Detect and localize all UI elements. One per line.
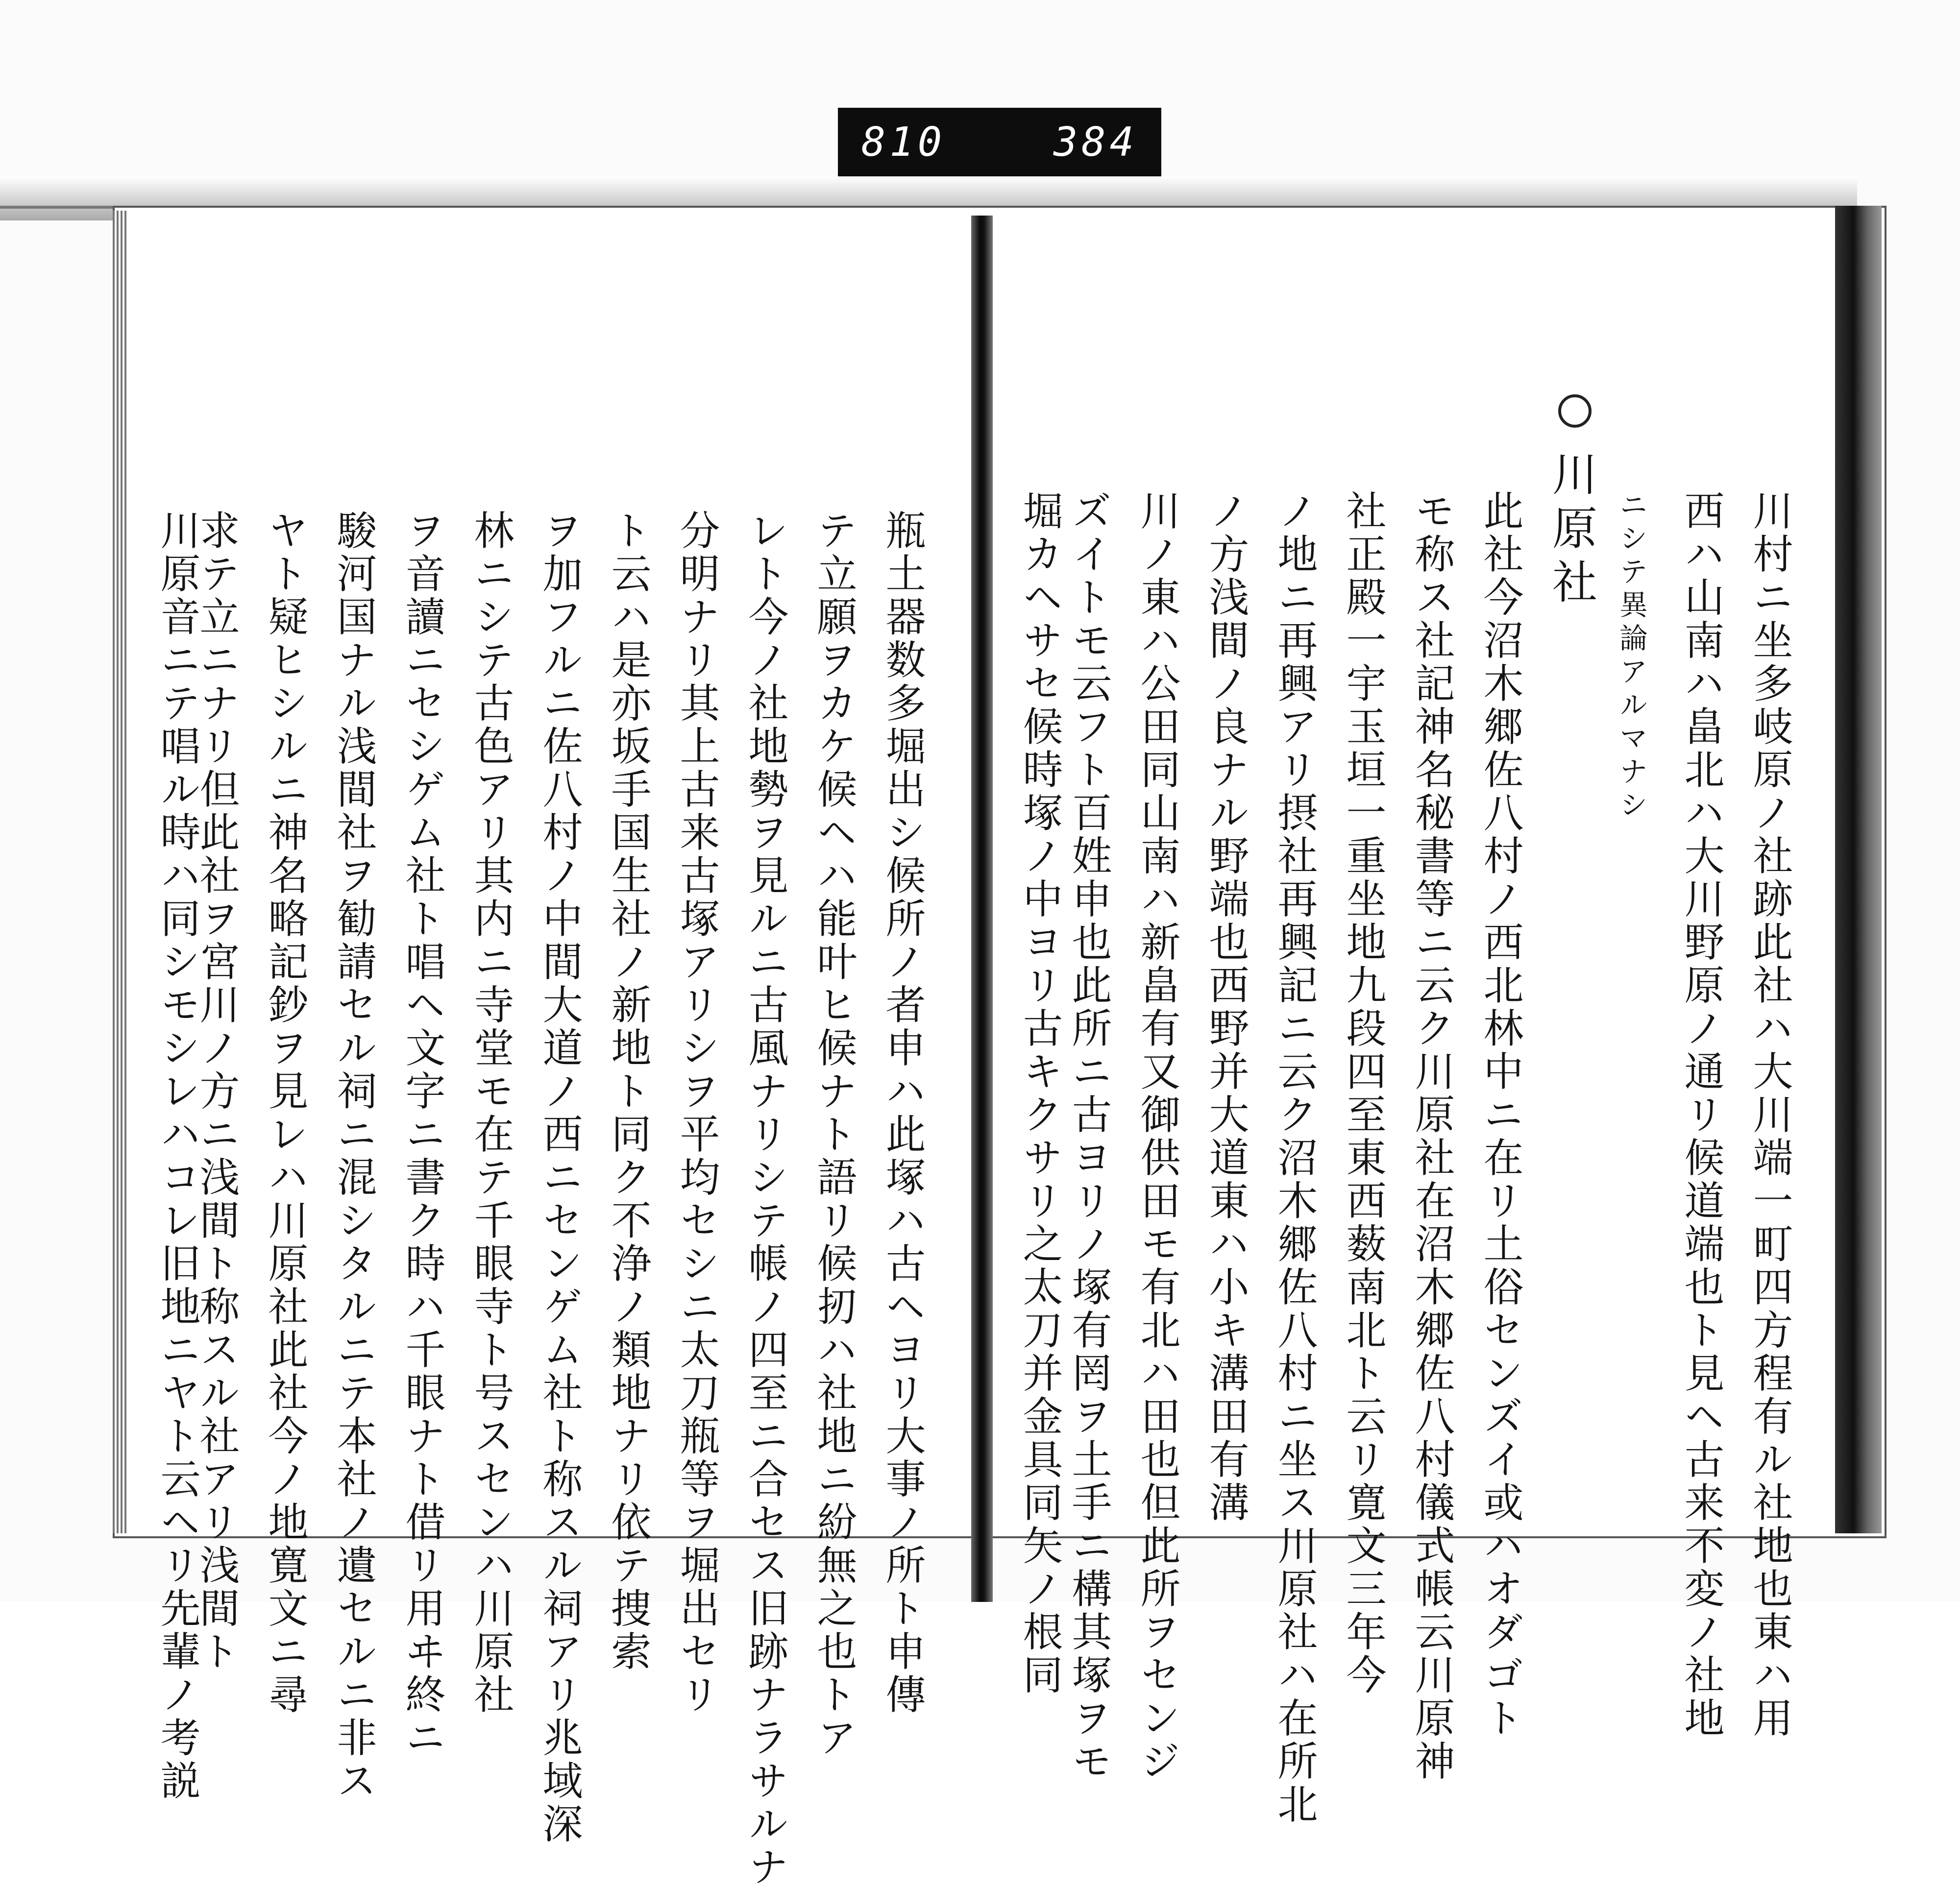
left-page-column-3: レト今ノ社地勢ヲ見ルニ古風ナリシテ帳ノ四至ニ合セス旧跡ナラサルナ [742, 509, 788, 1889]
right-page-column-5: 此社今沼木郷佐八村ノ西北林中ニ在リ土俗センズイ或ハオダゴト [1477, 490, 1523, 1740]
call-number-left: 810 [861, 119, 946, 166]
left-page-column-6: ヲ加フルニ佐八村ノ中間大道ノ西ニセンゲム社ト称スル祠アリ兆域深 [536, 509, 583, 1846]
left-page-column-7: 林ニシテ古色アリ其内ニ寺堂モ在テ千眼寺ト号スセンハ川原社 [467, 509, 514, 1717]
left-page-column-8: ヲ音讀ニセシゲム社ト唱ヘ文字ニ書ク時ハ千眼ナト借リ用ヰ終ニ [399, 509, 445, 1760]
left-page-column-5: ト云ハ是亦坂手国生社ノ新地ト同ク不浄ノ類地ナリ依テ捜索 [605, 509, 651, 1673]
book-cover-left [0, 206, 122, 1541]
page-edges-right [1835, 206, 1882, 1533]
section-marker-circle [1558, 394, 1592, 428]
right-page-column-10: 川ノ東ハ公田同山南ハ新畠有又御供田モ有北ハ田也但此所ヲセンジ [1134, 490, 1180, 1783]
right-page-column-6: モ称ス社記神名秘書等ニ云ク川原社在沼木郷佐八村儀式帳云川原神 [1408, 490, 1455, 1783]
right-page-column-2: 西ハ山南ハ畠北ハ大川野原ノ通リ候道端也ト見ヘ古来不変ノ社地 [1678, 490, 1724, 1740]
left-page-column-1: 瓶土器数多堀出シ候所ノ者申ハ此塚ハ古ヘヨリ大事ノ所ト申傳 [879, 509, 926, 1717]
left-page-column-9: 駿河国ナル浅間社ヲ勧請セル祠ニ混シタルニテ本社ノ遺セルニ非ス [330, 509, 377, 1803]
left-page-column-11: 求テ立ニナリ但此社ヲ宮川ノ方ニ浅間ト称スル社アリ浅間ト [193, 509, 240, 1673]
right-page-column-3: ニシテ異論アルマナシ [1615, 490, 1648, 823]
right-page-column-7: 社正殿一宇玉垣一重坐地九段四至東西薮南北ト云リ寛文三年今 [1340, 490, 1386, 1697]
left-page-column-12: 川原音ニテ唱ル時ハ同シモシレハコレ旧地ニヤト云ヘリ先輩ノ考説 [154, 509, 200, 1803]
right-page-column-12: 堀カヘサセ候時塚ノ中ヨリ古キクサリ之太刀并金具同矢ノ根同 [1016, 490, 1063, 1697]
page-edges-left [113, 211, 127, 1533]
call-number-right: 384 [1053, 119, 1138, 166]
left-page-column-4: 分明ナリ其上古来古塚アリシヲ平均セシニ太刀瓶等ヲ堀出セリ [673, 509, 720, 1717]
right-page-column-1: 川村ニ坐多岐原ノ社跡此社ハ大川端一町四方程有ル社地也東ハ用 [1746, 490, 1793, 1740]
call-number-label [838, 108, 1161, 176]
right-page-column-8: ノ地ニ再興アリ摂社再興記ニ云ク沼木郷佐八村ニ坐ス川原社ハ在所北 [1271, 490, 1318, 1826]
right-page-column-11: ズイトモ云フト百姓申也此所ニ古ヨリノ塚有罔ヲ土手ニ構其塚ヲモ [1065, 490, 1112, 1783]
left-page-column-2: テ立願ヲカケ候ヘハ能叶ヒ候ナト語リ候扨ハ社地ニ紛無之也トア [810, 509, 857, 1760]
book-gutter [971, 216, 993, 1602]
section-title: 川原社 [1545, 451, 1597, 612]
left-page-column-10: ヤト疑ヒシルニ神名略記鈔ヲ見レハ川原社此社今ノ地寛文ニ尋 [262, 509, 308, 1717]
right-page-column-9: ノ方浅間ノ良ナル野端也西野并大道東ハ小キ溝田有溝 [1202, 490, 1249, 1525]
